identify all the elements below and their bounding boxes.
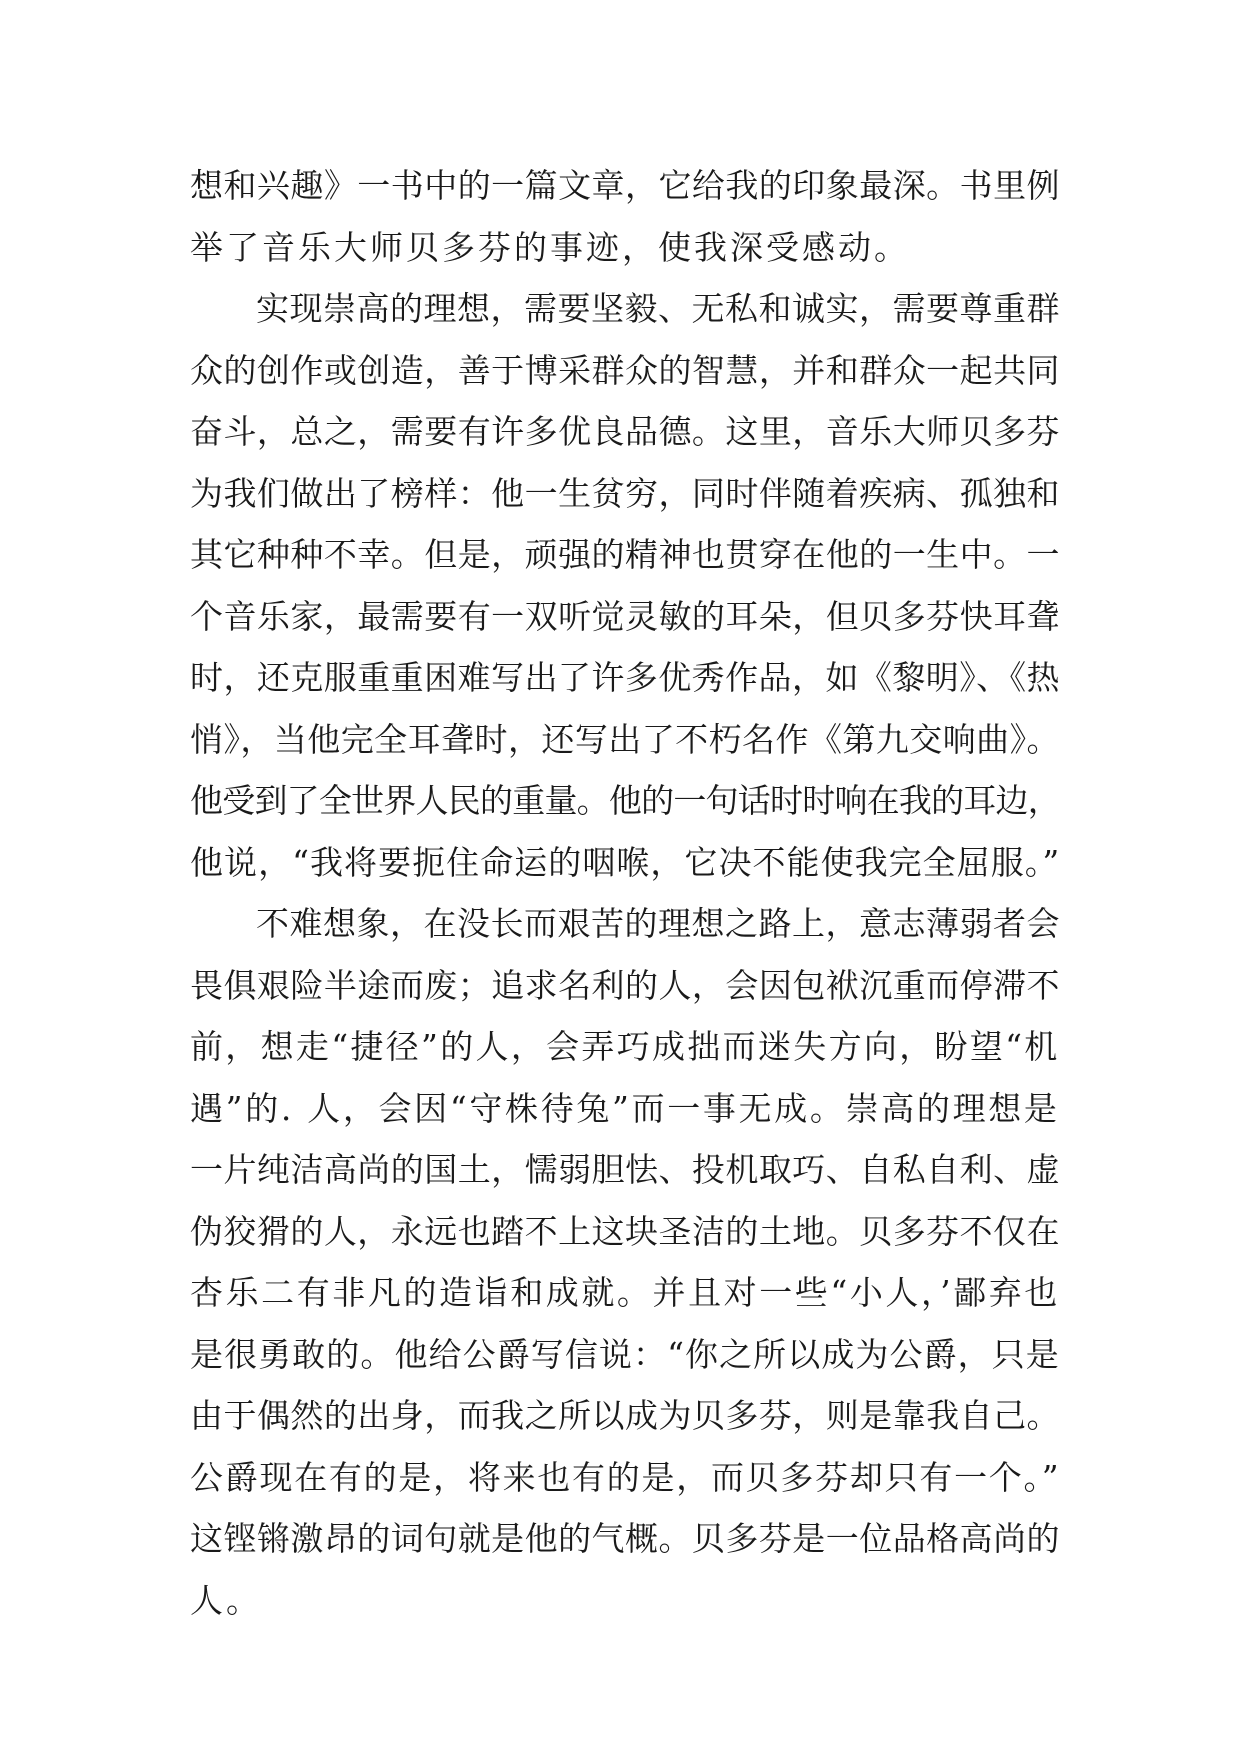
text-line: 伪狡猾的人，永远也踏不上这块圣洁的土地。贝多芬不仅在 (190, 1211, 1060, 1251)
text-line: 是很勇敢的。他给公爵写信说：“你之所以成为公爵，只是 (190, 1334, 1060, 1374)
text-line: 公爵现在有的是，将来也有的是，而贝多芬却只有一个。” (190, 1457, 1061, 1497)
text-line: 由于偶然的出身，而我之所以成为贝多芬，则是靠我自己。 (190, 1396, 1060, 1435)
text-line: 他受到了全世界人民的重量。他的一句话时时响在我的耳边， (190, 781, 1061, 820)
text-line: 人。 (190, 1580, 262, 1620)
text-line: 众的创作或创造，善于博采群众的智慧，并和群众一起共同 (190, 350, 1060, 390)
text-line: 杏乐二有非凡的造诣和成就。并且对一些“小人，’鄙弃也 (190, 1273, 1060, 1312)
text-line: 悄》，当他完全耳聋时，还写出了不朽名作《第九交响曲》。 (190, 719, 1060, 759)
text-line: 前，想走“捷径”的人，会弄巧成拙而迷失方向，盼望“机 (190, 1027, 1060, 1066)
text-line: 个音乐家，最需要有一双听觉灵敏的耳朵，但贝多芬快耳聋 (190, 596, 1060, 636)
text-line: 其它种种不幸。但是，顽强的精神也贯穿在他的一生中。一 (190, 535, 1060, 574)
body-text (190, 155, 1060, 1631)
text-line: 想和兴趣》一书中的一篇文章，它给我的印象最深。书里例 (190, 166, 1060, 205)
text-line: 一片纯洁高尚的国土，懦弱胆怯、投机取巧、自私自利、虚 (190, 1150, 1060, 1189)
text-line: 不难想象，在没长而艰苦的理想之路上，意志薄弱者会 (256, 904, 1060, 943)
text-line: 他说，“我将要扼住命运的咽喉，它决不能使我完全屈服。” (190, 842, 1061, 882)
text-line: 遇”的. 人，会因“守株待兔”而一事无成。崇高的理想是 (190, 1088, 1060, 1128)
text-line: 时，还克服重重困难写出了许多优秀作品，如《黎明》、《热 (190, 658, 1060, 697)
text-line: 为我们做出了榜样：他一生贫穷，同时伴随着疾病、孤独和 (190, 473, 1060, 513)
text-line: 举了音乐大师贝多芬的事迹，使我深受感动。 (190, 227, 910, 267)
text-line: 奋斗，总之，需要有许多优良品德。这里，音乐大师贝多芬 (190, 412, 1060, 451)
text-line: 这铿锵激昂的词句就是他的气概。贝多芬是一位品格高尚的 (190, 1519, 1060, 1558)
text-line: 实现崇高的理想，需要坚毅、无私和诚实，需要尊重群 (256, 289, 1060, 328)
text-line: 畏俱艰险半途而废；追求名利的人，会因包袱沉重而停滞不 (190, 965, 1060, 1005)
